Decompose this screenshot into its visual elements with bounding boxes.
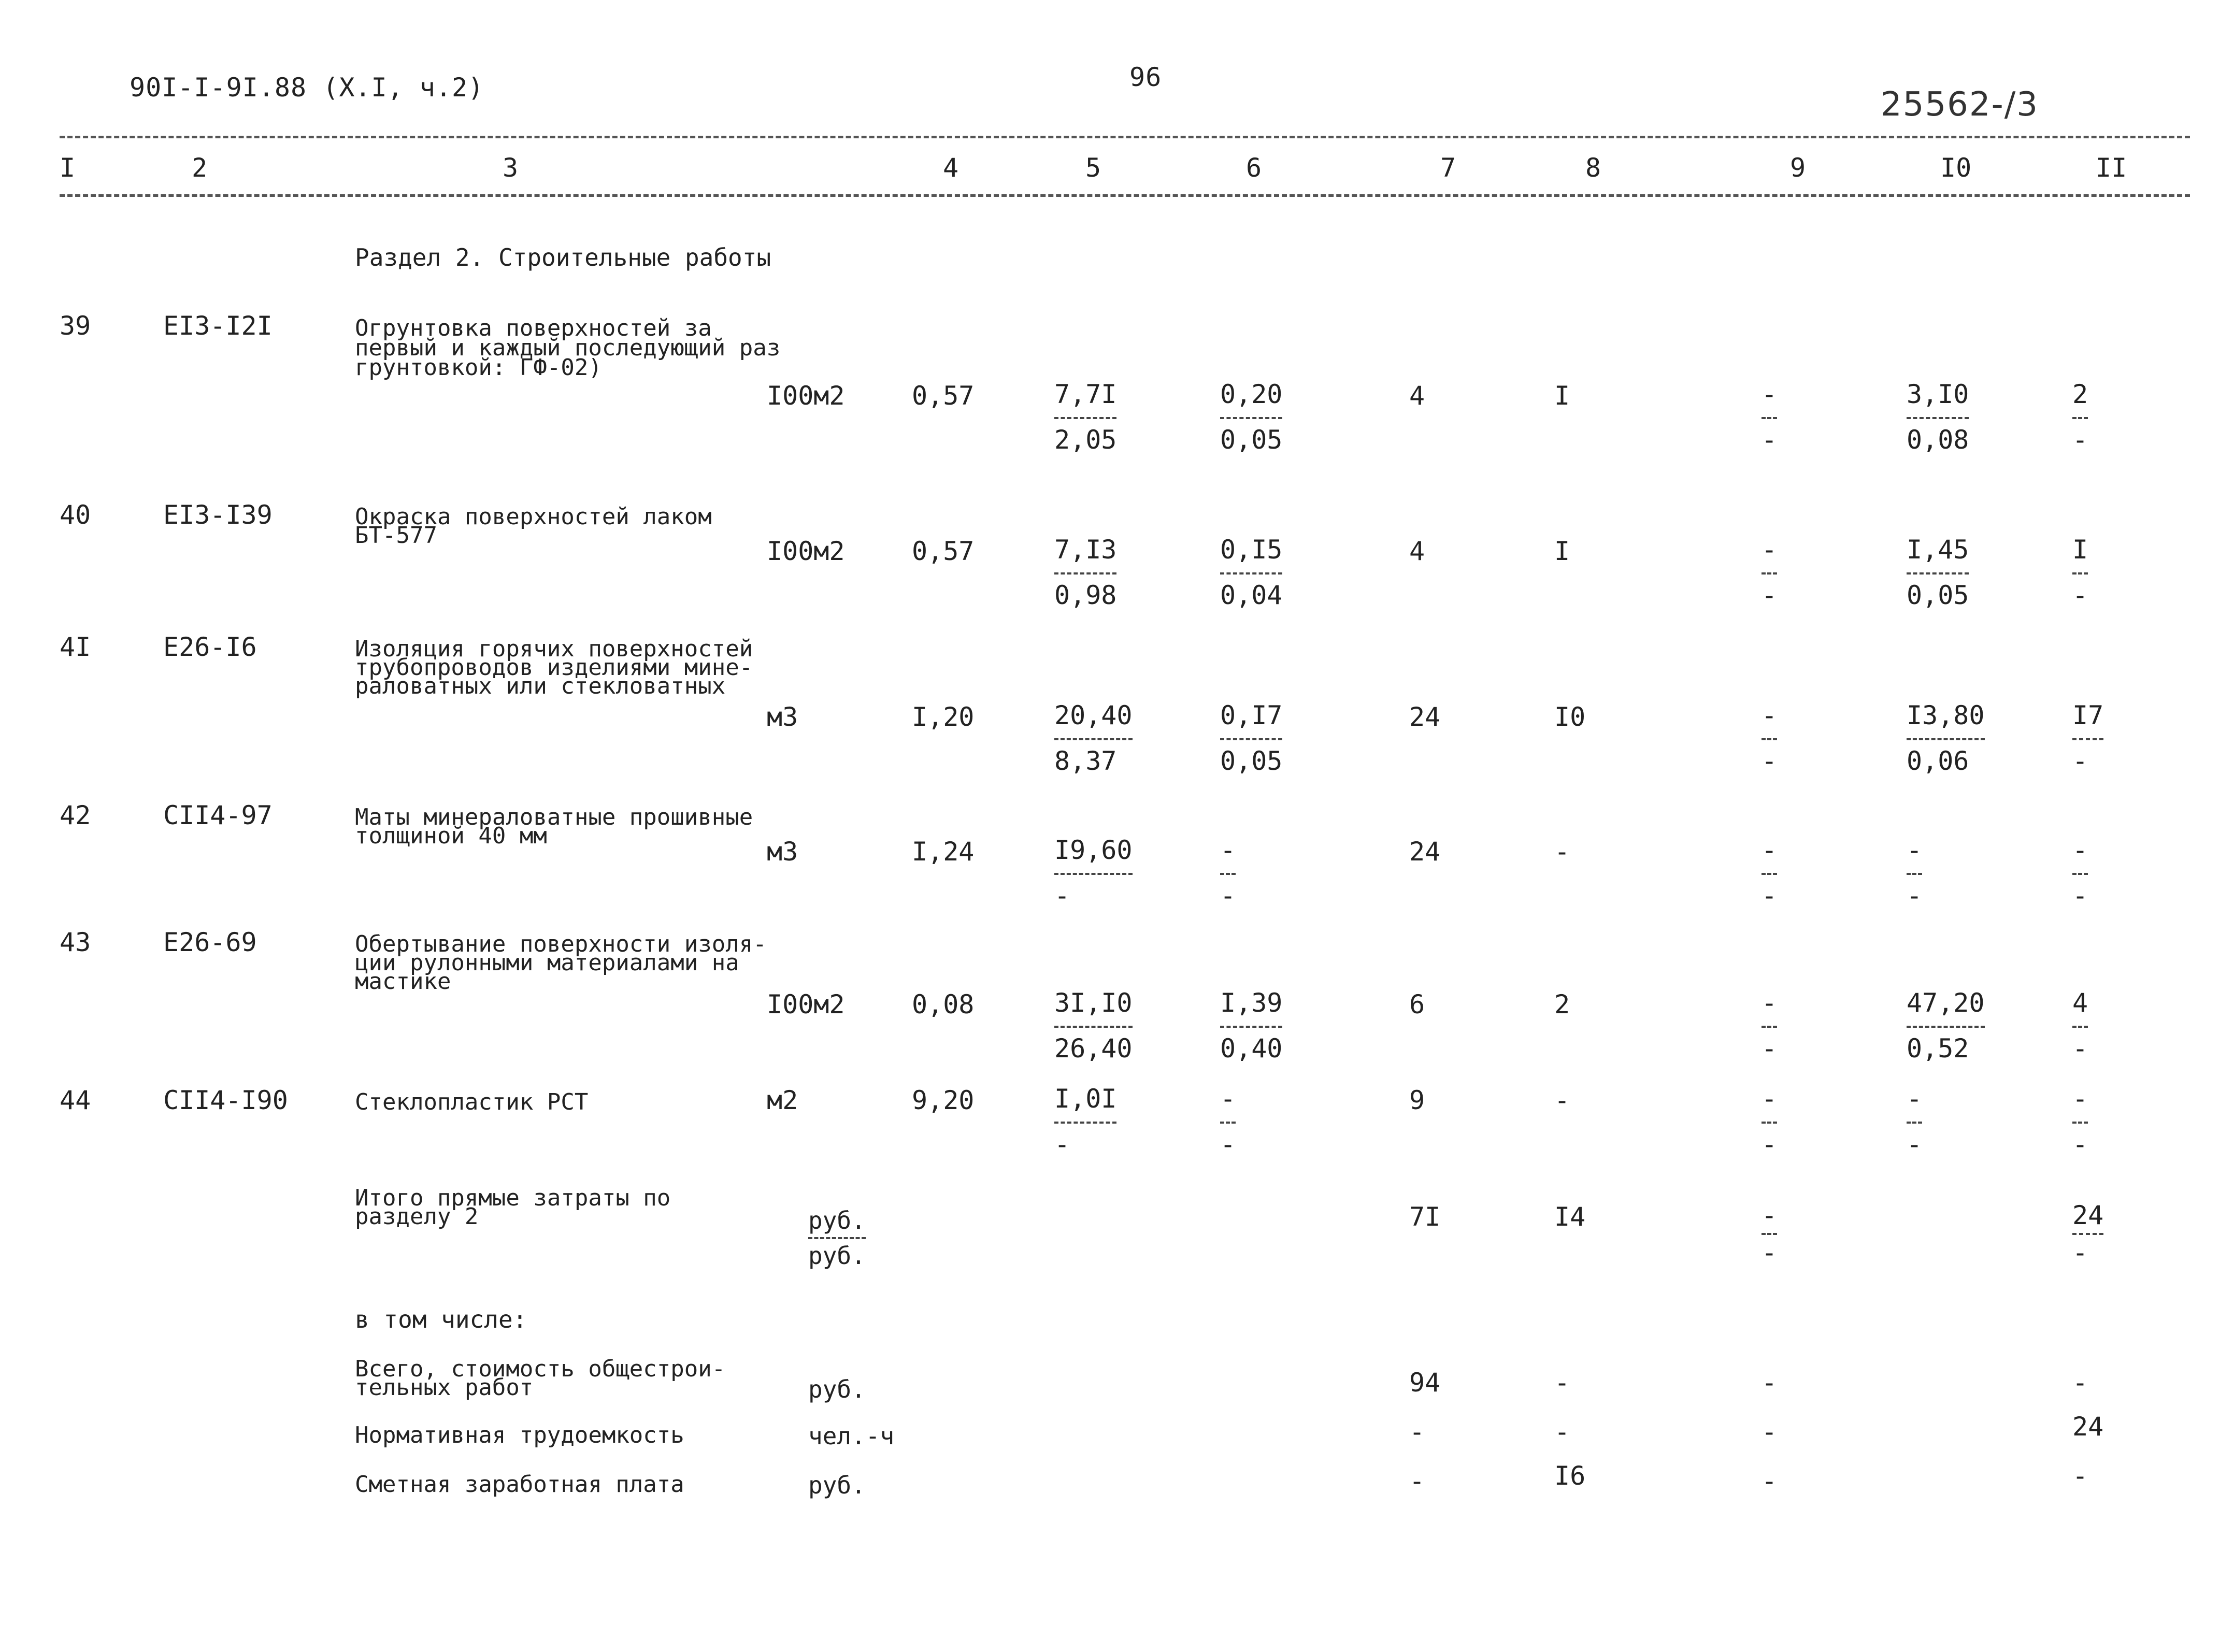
column-number: 2 [192,153,208,183]
wage-col9: - [1762,1466,1778,1496]
document-code: 90I-I-9I.88 (X.I, ч.2) [130,73,484,103]
fraction-col5 [1054,837,1133,909]
fraction-col6 [1220,837,1236,909]
value-top: - [1762,988,1778,1018]
column-number: II [2096,153,2127,183]
value-bottom: - [1762,746,1778,776]
handwritten-number: 25562-/3 [1881,85,2039,124]
value-bottom: - [1907,1129,1923,1159]
header-bottom-rule [60,194,2190,197]
value-bottom: 0,08 [1907,425,1969,455]
value-bottom: - [1762,1238,1778,1268]
value-col8: I [1554,381,1570,411]
value-top: - [1762,379,1778,409]
value-col7: 9 [1409,1085,1425,1115]
page-number: 96 [1129,62,1162,92]
value-top: 4 [2072,988,2088,1018]
value-top: - [1220,1084,1236,1114]
value-col8: - [1554,837,1570,867]
fraction-col9 [1762,989,1777,1062]
value-top: - [1762,1084,1778,1114]
value-top: 24 [2072,1200,2104,1230]
row-quantity: I,24 [912,837,975,867]
direct-costs-col7: 7I [1409,1202,1441,1232]
value-top: 3I,I0 [1054,988,1133,1018]
row-unit: м3 [767,837,798,867]
row-unit: I00м2 [767,536,845,566]
row-number: 40 [60,500,91,530]
row-quantity: 9,20 [912,1085,975,1115]
value-top: - [1220,835,1236,865]
row-number: 39 [60,311,91,341]
labor-col8: - [1554,1417,1570,1447]
value-top: руб. [808,1206,866,1234]
direct-costs-col8: I4 [1554,1202,1586,1232]
value-col7: 24 [1409,837,1441,867]
value-bottom: - [1907,881,1923,911]
column-number: 9 [1790,153,1806,183]
row-number: 42 [60,800,91,830]
fraction-col5 [1054,702,1133,774]
value-bottom: - [2072,425,2088,455]
value-bottom: 0,06 [1907,746,1969,776]
fraction-col5 [1054,536,1116,609]
value-bottom: 0,04 [1220,580,1283,610]
row-code: E26-I6 [163,632,257,662]
value-top: I9,60 [1054,835,1133,865]
value-col7: 24 [1409,702,1441,732]
direct-costs-col9 [1762,1202,1777,1266]
value-col7: 4 [1409,536,1425,566]
row-quantity: I,20 [912,702,975,732]
labor-col11: 24 [2072,1412,2104,1442]
row-code: EI3-I2I [163,311,273,341]
value-bottom: - [2072,881,2088,911]
value-col7: 4 [1409,381,1425,411]
wage-label: Сметная заработная плата [355,1471,684,1498]
fraction-col11 [2072,381,2088,453]
value-top: - [1762,835,1778,865]
fraction-col11 [2072,536,2088,609]
row-unit: м2 [767,1085,798,1115]
fraction-col10 [1907,536,1969,609]
value-bottom: 0,05 [1907,580,1969,610]
row-description: Окраска поверхностей лаком БТ-577 [355,504,712,549]
value-bottom: 0,05 [1220,425,1283,455]
value-col8: - [1554,1085,1570,1115]
fraction-col9 [1762,536,1777,609]
fraction-col6 [1220,536,1282,609]
value-top: - [1762,535,1778,565]
value-col8: I [1554,536,1570,566]
value-top: 7,7I [1054,379,1117,409]
value-col8: I0 [1554,702,1586,732]
wage-col8: I6 [1554,1461,1586,1491]
column-number: 6 [1246,153,1262,183]
fraction-col9 [1762,837,1777,909]
fraction-col6 [1220,989,1282,1062]
value-bottom: - [1762,425,1778,455]
column-number: 8 [1585,153,1601,183]
column-number: 7 [1440,153,1456,183]
value-top: - [1907,1084,1923,1114]
value-top: - [2072,835,2088,865]
fraction-col11 [2072,989,2088,1062]
fraction-col10 [1907,381,1969,453]
wage-unit: руб. [808,1471,866,1499]
header-top-rule [60,136,2190,138]
row-number: 44 [60,1085,91,1115]
value-bottom: - [2072,1129,2088,1159]
value-bottom: - [2072,746,2088,776]
value-bottom: - [2072,580,2088,610]
column-number: I [60,153,76,183]
general-works-unit: руб. [808,1375,866,1403]
wage-col7: - [1409,1466,1425,1496]
general-works-col8: - [1554,1368,1570,1398]
value-bottom: 26,40 [1054,1033,1133,1064]
including-label: в том числе: [355,1305,527,1333]
value-top: - [2072,1084,2088,1114]
row-unit: I00м2 [767,989,845,1019]
value-bottom: - [1762,881,1778,911]
labor-label: Нормативная трудоемкость [355,1422,684,1448]
value-top: 0,I5 [1220,535,1283,565]
fraction-col9 [1762,1085,1777,1158]
value-top: I,45 [1907,535,1969,565]
row-code: CII4-I90 [163,1085,288,1115]
value-bottom: 0,05 [1220,746,1283,776]
direct-costs-col11 [2072,1202,2103,1266]
row-description: Маты минераловатные прошивные толщиной 40 мм [355,804,753,849]
value-bottom: - [1054,1129,1070,1159]
row-description: Стеклопластик РСТ [355,1089,589,1115]
value-top: I,0I [1054,1084,1117,1114]
value-top: - [1907,835,1923,865]
direct-costs-unit [808,1207,866,1269]
value-bottom: - [2072,1033,2088,1064]
value-top: 3,I0 [1907,379,1969,409]
row-unit: м3 [767,702,798,732]
fraction-col9 [1762,381,1777,453]
row-description: Обертывание поверхности изоля- ции рулонными материалами на мастике [355,931,767,995]
row-unit: I00м2 [767,381,845,411]
fraction-col5 [1054,1085,1116,1158]
fraction-col5 [1054,989,1133,1062]
fraction-col6 [1220,381,1282,453]
value-bottom: 0,52 [1907,1033,1969,1064]
general-works-label: Всего, стоимость общестрои- тельных работ [355,1356,726,1401]
value-col8: 2 [1554,989,1570,1019]
fraction-col6 [1220,702,1282,774]
value-col7: 6 [1409,989,1425,1019]
fraction-col10 [1907,1085,1922,1158]
fraction-col5 [1054,381,1116,453]
row-number: 43 [60,927,91,957]
value-bottom: - [1762,580,1778,610]
labor-unit: чел.-ч [808,1422,895,1450]
value-top: I [2072,535,2088,565]
value-bottom: - [1762,1129,1778,1159]
row-code: EI3-I39 [163,500,273,530]
value-bottom: руб. [808,1242,866,1270]
fraction-col10 [1907,702,1985,774]
labor-col9: - [1762,1417,1778,1447]
fraction-col11 [2072,1085,2088,1158]
row-number: 4I [60,632,91,662]
general-works-col9: - [1762,1368,1778,1398]
labor-col7: - [1409,1417,1425,1447]
general-works-col11: - [2072,1368,2088,1398]
value-bottom: 2,05 [1054,425,1117,455]
row-code: CII4-97 [163,800,273,830]
value-bottom: - [2072,1238,2088,1268]
general-works-col7: 94 [1409,1368,1441,1398]
column-number: 3 [503,153,519,183]
value-bottom: - [1220,1129,1236,1159]
value-top: - [1762,1200,1778,1230]
fraction-col11 [2072,702,2103,774]
value-top: 47,20 [1907,988,1985,1018]
section-title: Раздел 2. Строительные работы [355,243,771,271]
value-bottom: 8,37 [1054,746,1117,776]
value-top: 7,I3 [1054,535,1117,565]
value-top: I,39 [1220,988,1283,1018]
row-quantity: 0,57 [912,381,975,411]
value-top: 20,40 [1054,700,1133,730]
direct-costs-label: Итого прямые затраты по разделу 2 [355,1185,671,1230]
value-top: 0,I7 [1220,700,1283,730]
fraction-col11 [2072,837,2088,909]
row-quantity: 0,08 [912,989,975,1019]
column-number: 5 [1085,153,1101,183]
wage-col11: - [2072,1461,2088,1491]
fraction-col10 [1907,989,1985,1062]
value-top: I3,80 [1907,700,1985,730]
row-description: Изоляция горячих поверхностей трубопроводов изделиями мине- раловатных или стекловатных [355,636,753,699]
value-top: I7 [2072,700,2104,730]
row-quantity: 0,57 [912,536,975,566]
value-top: 0,20 [1220,379,1283,409]
value-bottom: 0,40 [1220,1033,1283,1064]
row-code: E26-69 [163,927,257,957]
column-number: I0 [1940,153,1972,183]
fraction-col10 [1907,837,1922,909]
value-bottom: 0,98 [1054,580,1117,610]
value-bottom: - [1220,881,1236,911]
value-top: - [1762,700,1778,730]
value-bottom: - [1762,1033,1778,1064]
fraction-col9 [1762,702,1777,774]
value-bottom: - [1054,881,1070,911]
row-description: Огрунтовка поверхностей за первый и каждый последующий раз грунтовкой: ГФ-02) [355,315,781,381]
fraction-col6 [1220,1085,1236,1158]
column-number: 4 [943,153,959,183]
value-top: 2 [2072,379,2088,409]
